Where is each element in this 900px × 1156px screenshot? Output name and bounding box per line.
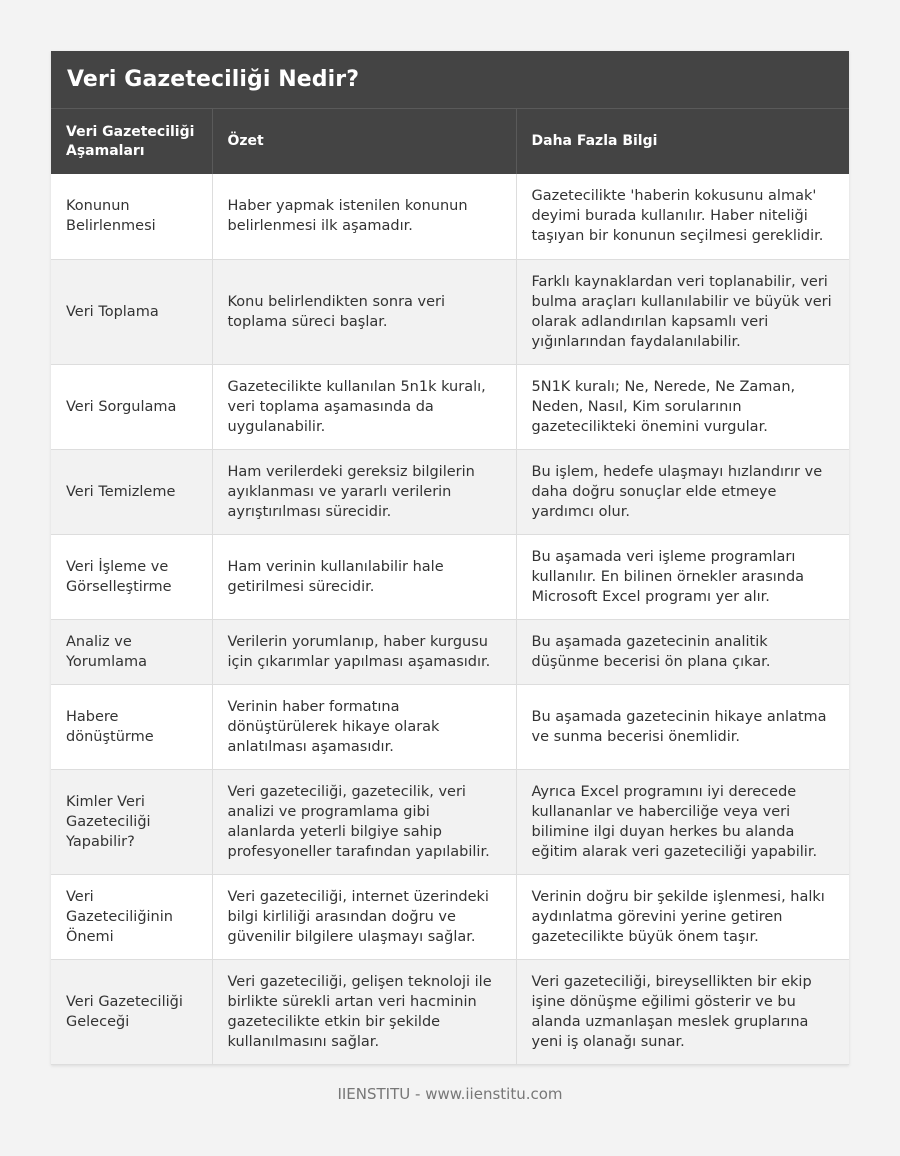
stage-cell: Analiz ve Yorumlama (51, 619, 212, 684)
page-title: Veri Gazeteciliği Nedir? (67, 67, 360, 92)
stage-cell: Veri Gazeteciliği Geleceği (51, 959, 212, 1064)
summary-cell: Veri gazeteciliği, internet üzerindeki bilgi kirliliği arasından doğru ve güvenilir bilgilere ulaşmayı sağlar. (212, 874, 516, 959)
stage-cell: Veri İşleme ve Görselleştirme (51, 534, 212, 619)
table-row (51, 259, 849, 364)
table-row (51, 769, 849, 874)
header-summary: Özet (212, 109, 516, 174)
stage-cell: Konunun Belirlenmesi (51, 174, 212, 259)
table-row (51, 449, 849, 534)
header-stages: Veri Gazeteciliği Aşamaları (51, 109, 212, 174)
more-info-cell: Bu aşamada gazetecinin analitik düşünme becerisi ön plana çıkar. (516, 619, 849, 684)
stage-cell: Veri Toplama (51, 259, 212, 364)
summary-cell: Veri gazeteciliği, gelişen teknoloji ile birlikte sürekli artan veri hacminin gazetecilikte etkin bir şekilde kullanılmasını sağlar. (212, 959, 516, 1064)
more-info-cell: Ayrıca Excel programını iyi derecede kullananlar ve haberciliğe veya veri bilimine ilgi duyan herkes bu alanda eğitim alarak veri gazeteciliği yapabilir. (516, 769, 849, 874)
table-row (51, 619, 849, 684)
more-info-cell: Gazetecilikte 'haberin kokusunu almak' deyimi burada kullanılır. Haber niteliği taşıyan bir konunun seçilmesi gereklidir. (516, 174, 849, 259)
footer-credit: IIENSTITU - www.iienstitu.com (337, 1085, 563, 1103)
table-row (51, 684, 849, 769)
summary-cell: Verilerin yorumlanıp, haber kurgusu için çıkarımlar yapılması aşamasıdır. (212, 619, 516, 684)
stage-cell: Veri Gazeteciliğinin Önemi (51, 874, 212, 959)
summary-cell: Verinin haber formatına dönüştürülerek hikaye olarak anlatılması aşamasıdır. (212, 684, 516, 769)
more-info-cell: Bu aşamada veri işleme programları kullanılır. En bilinen örnekler arasında Microsoft Excel programı yer alır. (516, 534, 849, 619)
stages-table (51, 109, 849, 1065)
header-more-info: Daha Fazla Bilgi (516, 109, 849, 174)
more-info-cell: Verinin doğru bir şekilde işlenmesi, halkı aydınlatma görevini yerine getiren gazetecilikte büyük önem taşır. (516, 874, 849, 959)
summary-cell: Ham verilerdeki gereksiz bilgilerin ayıklanması ve yararlı verilerin ayrıştırılması sürecidir. (212, 449, 516, 534)
more-info-cell: Bu aşamada gazetecinin hikaye anlatma ve sunma becerisi önemlidir. (516, 684, 849, 769)
more-info-cell: Veri gazeteciliği, bireysellikten bir ekip işine dönüşme eğilimi gösterir ve bu alanda uzmanlaşan meslek gruplarına yeni iş olanağı sunar. (516, 959, 849, 1064)
info-table-card (51, 51, 849, 1065)
stage-cell: Veri Temizleme (51, 449, 212, 534)
table-row (51, 534, 849, 619)
summary-cell: Konu belirlendikten sonra veri toplama süreci başlar. (212, 259, 516, 364)
stage-cell: Kimler Veri Gazeteciliği Yapabilir? (51, 769, 212, 874)
summary-cell: Haber yapmak istenilen konunun belirlenmesi ilk aşamadır. (212, 174, 516, 259)
summary-cell: Veri gazeteciliği, gazetecilik, veri analizi ve programlama gibi alanlarda yeterli bilgiye sahip profesyoneller tarafından yapılabilir. (212, 769, 516, 874)
stage-cell: Veri Sorgulama (51, 364, 212, 449)
more-info-cell: Bu işlem, hedefe ulaşmayı hızlandırır ve daha doğru sonuçlar elde etmeye yardımcı olur. (516, 449, 849, 534)
summary-cell: Ham verinin kullanılabilir hale getirilmesi sürecidir. (212, 534, 516, 619)
table-row (51, 364, 849, 449)
table-row (51, 174, 849, 259)
summary-cell: Gazetecilikte kullanılan 5n1k kuralı, veri toplama aşamasında da uygulanabilir. (212, 364, 516, 449)
table-row (51, 959, 849, 1064)
more-info-cell: 5N1K kuralı; Ne, Nerede, Ne Zaman, Neden, Nasıl, Kim sorularının gazetecilikteki önemini vurgular. (516, 364, 849, 449)
table-row (51, 874, 849, 959)
more-info-cell: Farklı kaynaklardan veri toplanabilir, veri bulma araçları kullanılabilir ve büyük veri olarak adlandırılan kapsamlı veri yığınlarından faydalanılabilir. (516, 259, 849, 364)
stage-cell: Habere dönüştürme (51, 684, 212, 769)
title-bar (51, 51, 849, 109)
table-header-row (51, 109, 849, 174)
